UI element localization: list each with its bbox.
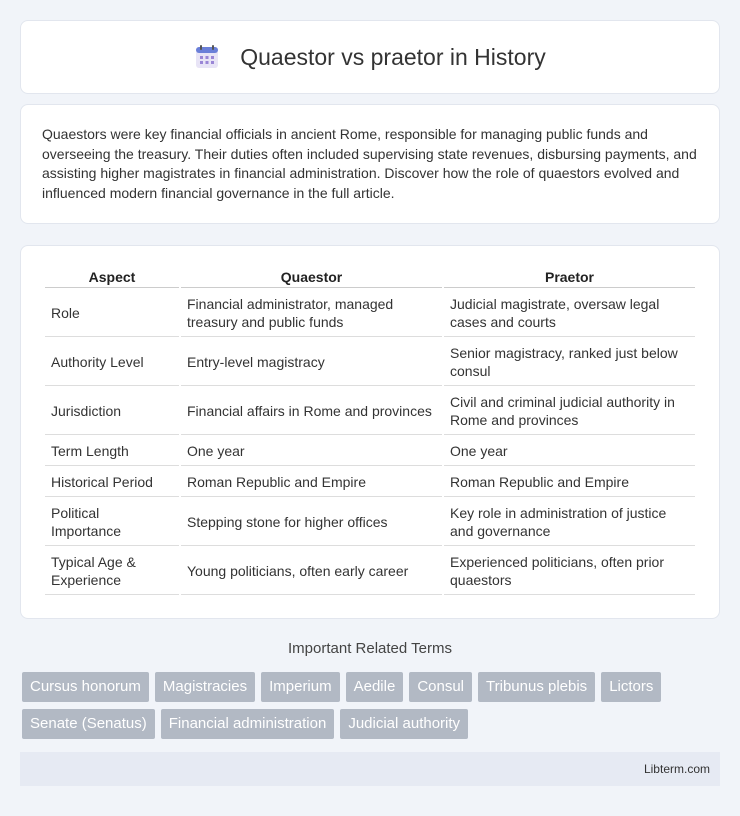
table-cell: Senior magistracy, ranked just below consul <box>444 339 695 386</box>
related-term-tag[interactable]: Judicial authority <box>340 709 468 739</box>
table-header: Quaestor <box>181 268 442 288</box>
related-terms-title: Important Related Terms <box>288 640 452 657</box>
related-term-tag[interactable]: Magistracies <box>155 672 255 702</box>
table-header: Aspect <box>45 268 179 288</box>
related-term-tag[interactable]: Consul <box>409 672 472 702</box>
related-term-tag[interactable]: Lictors <box>601 672 661 702</box>
table-header: Praetor <box>444 268 695 288</box>
table-row <box>45 468 695 497</box>
table-row <box>45 290 695 337</box>
table-row <box>45 388 695 435</box>
related-term-tag[interactable]: Tribunus plebis <box>478 672 595 702</box>
table-cell: Experienced politicians, often prior quaestors <box>444 548 695 595</box>
table-cell: Typical Age & Experience <box>45 548 179 595</box>
table-cell: Political Importance <box>45 499 179 546</box>
header-card <box>20 20 720 94</box>
table-row <box>45 437 695 466</box>
table-row <box>45 499 695 546</box>
related-term-tag[interactable]: Financial administration <box>161 709 335 739</box>
table-cell: Young politicians, often early career <box>181 548 442 595</box>
table-cell: Term Length <box>45 437 179 466</box>
intro-card <box>20 104 720 224</box>
table-cell: Stepping stone for higher offices <box>181 499 442 546</box>
table-cell: One year <box>444 437 695 466</box>
table-cell: Authority Level <box>45 339 179 386</box>
footer-site-link[interactable]: Libterm.com <box>643 762 710 776</box>
calendar-icon <box>194 44 220 70</box>
table-cell: Key role in administration of justice and governance <box>444 499 695 546</box>
table-cell: One year <box>181 437 442 466</box>
table-row <box>45 339 695 386</box>
related-term-tag[interactable]: Senate (Senatus) <box>22 709 155 739</box>
table-cell: Roman Republic and Empire <box>181 468 442 497</box>
comparison-table <box>43 266 697 597</box>
related-term-tag[interactable]: Imperium <box>261 672 340 702</box>
table-cell: Role <box>45 290 179 337</box>
related-term-tag[interactable]: Cursus honorum <box>22 672 149 702</box>
table-cell: Financial administrator, managed treasury and public funds <box>181 290 442 337</box>
table-row <box>45 548 695 595</box>
footer <box>20 752 720 786</box>
table-cell: Entry-level magistracy <box>181 339 442 386</box>
comparison-table-card <box>20 245 720 619</box>
related-terms-list <box>22 672 722 739</box>
table-cell: Historical Period <box>45 468 179 497</box>
table-cell: Judicial magistrate, oversaw legal cases and courts <box>444 290 695 337</box>
intro-text: Quaestors were key financial officials in ancient Rome, responsible for managing public funds and overseeing the treasury. Their duties often included supervising state revenues, disbursing payments, and assisting higher magistrates in financial administration. Discover how the role of quaestors evolved and influenced modern financial governance in the full article. <box>42 126 697 201</box>
table-cell: Roman Republic and Empire <box>444 468 695 497</box>
table-cell: Jurisdiction <box>45 388 179 435</box>
related-term-tag[interactable]: Aedile <box>346 672 404 702</box>
table-cell: Civil and criminal judicial authority in Rome and provinces <box>444 388 695 435</box>
table-cell: Financial affairs in Rome and provinces <box>181 388 442 435</box>
page-title: Quaestor vs praetor in History <box>240 43 546 70</box>
